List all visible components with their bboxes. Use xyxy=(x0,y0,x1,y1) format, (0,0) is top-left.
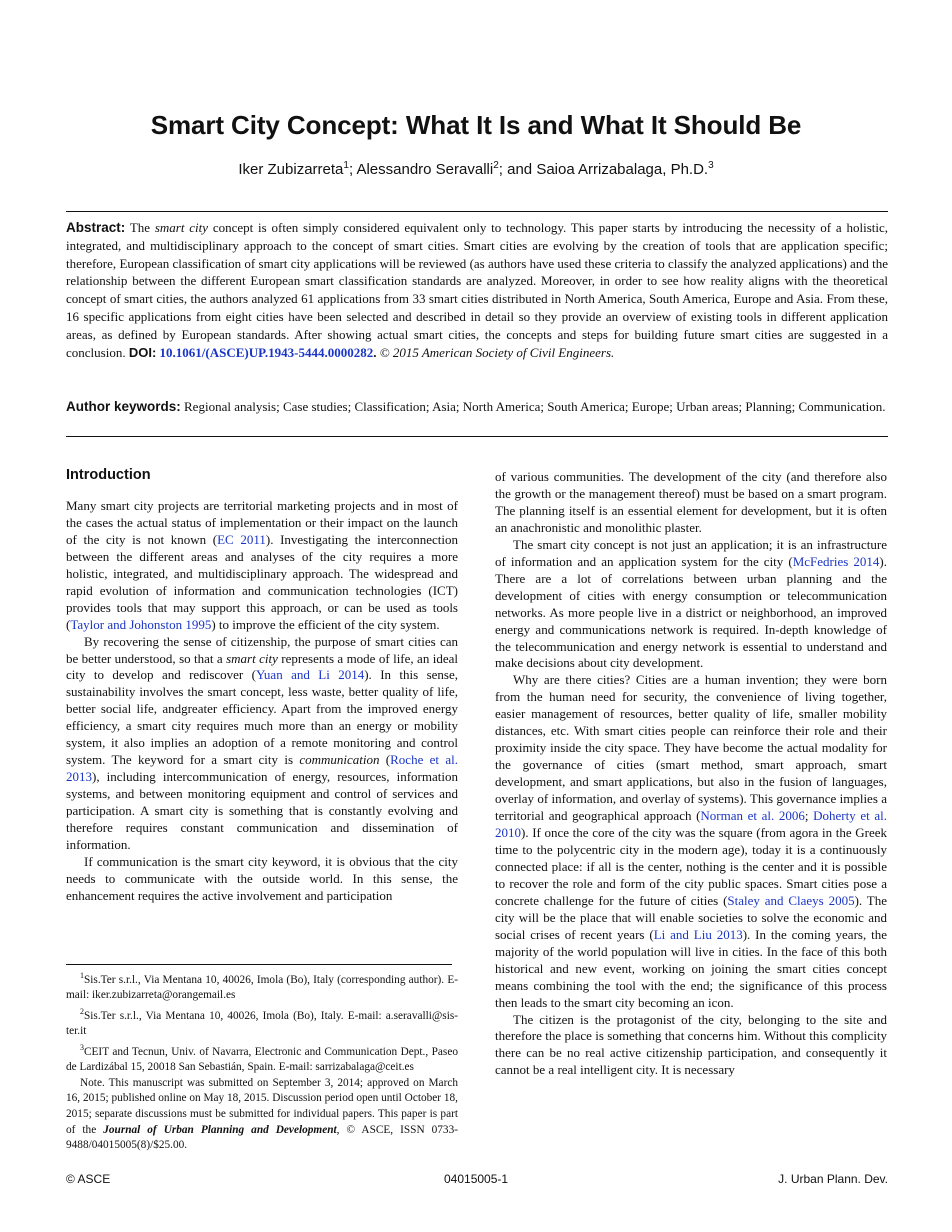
citation-link[interactable]: Roche et al. 2013 xyxy=(66,752,458,785)
citation-link[interactable]: Staley and Claeys 2005 xyxy=(727,892,855,908)
footnote-2: $^2$Sis.Ter s.r.l., Via Mentana 10, 40026, Imola (Bo), Italy. E-mail: a.seravalli@sis-ter.it xyxy=(66,1006,458,1038)
paragraph: Why are there cities? Cities are a human invention; they were born from the human need for security, the convenience of living together, easier management of resources, better quality of life, smaller mobility distances, etc. With smart cities people can reinforce their role and their proximity inside the city space. They have become the actual modality for the governance of cities (smart method, smart approach, smart development, and smart applications, but also in the fusion of languages, overlay of information, and overlay of systems). This governance implies a territorial and geographical approach (Norman et al. 2006; Doherty et al. 2010). If once the core of the city was the square (from agora in the Greek time to the polycentric city in the modern age), today it is a continuously connected place: if all is the center, nothing is the center and it is possible to recover the role and form of the city public spaces. Smart cities pose a concrete challenge for the future of cities (Staley and Claeys 2005). The city will be the place that will enable societies to solve the economic and social crises of recent years (Li and Liu 2013). In the coming years, the majority of the world population will live in cities. In the face of this both historical and new event, working on joining the smart cities concept means combining the tool with the end; the significance of this process then leads to the smart city becoming an icon. xyxy=(495,672,887,1010)
manuscript-note: Note. This manuscript was submitted on September 3, 2014; approved on March 16, 2015; published online on May 18, 2015. Discussion period open until October 18, 2015; separate discussions must be submitted for individual papers. This paper is part of the Journal of Urban Planning and Development, © ASCE, ISSN 0733-9488/04015005(8)/$25.00. xyxy=(66,1076,458,1152)
citation-link[interactable]: Doherty et al. 2010 xyxy=(495,808,887,841)
paragraph: If communication is the smart city keyword, it is obvious that the city needs to communicate with the outside world. In this sense, the enhancement requires the active involvement and participation xyxy=(66,853,458,903)
abstract-label: Abstract: xyxy=(66,220,126,235)
author-separator: ; xyxy=(348,161,357,178)
citation-link[interactable]: Yuan and Li 2014 xyxy=(255,667,365,683)
citation-link[interactable]: Norman et al. 2006 xyxy=(700,808,805,824)
paragraph: of various communities. The development of the city (and therefore also the growth or the management thereof) must be based on a smart program. The planning itself is an essential element for development, but it is often an anachronistic and monolithic plaster. xyxy=(495,469,887,535)
author-keywords xyxy=(66,398,888,416)
abstract-top-rule xyxy=(66,211,888,212)
author-separator: ; and xyxy=(498,161,537,178)
abstract xyxy=(66,219,888,361)
left-column xyxy=(66,467,458,905)
paragraph: By recovering the sense of citizenship, the purpose of smart cities can be better understood, so that a smart city represents a mode of life, an ideal city to develop and rediscover (Yuan and Li 2014). In this sense, sustainability involves the smart concept, less waste, better quality of life, better social life, andgreater efficiency. Apart from the improved energy efficiency, a smart city requires much more than an energy or mobility system, it also implies an adoption of a remote monitoring and control system. The keyword for a smart city is communication (Roche et al. 2013), including intercommunication of energy, resources, information systems, and between monitoring equipment and control of services and participation. A smart city is something that is constantly evolving and therefore requires constant communication and dissemination of information. xyxy=(66,633,459,853)
doi-end: . xyxy=(373,344,377,360)
keywords-text: Regional analysis; Case studies; Classification; Asia; North America; South America; Europe; Urban areas; Planning; Communication. xyxy=(180,399,886,414)
doi-label: DOI: xyxy=(128,344,157,360)
citation-link[interactable]: Li and Liu 2013 xyxy=(653,926,743,942)
author-3: Saioa Arrizabalaga, Ph.D. xyxy=(536,161,709,178)
footnote-1: $^1$Sis.Ter s.r.l., Via Mentana 10, 40026, Imola (Bo), Italy (corresponding author). E-mail: iker.zubizarreta@orangemail.es xyxy=(66,971,458,1002)
keywords-label: Author keywords: xyxy=(66,399,181,414)
citation-link[interactable]: Taylor and Johonston 1995 xyxy=(70,616,212,632)
author-1: Iker Zubizarreta xyxy=(238,161,344,178)
paragraph: The citizen is the protagonist of the city, belonging to the site and therefore the place is something that concerns him. Without this complicity there can be no real active citizenship participation, and consequently it cannot be a real intelligent city. It is necessary xyxy=(495,1011,887,1078)
footnotes xyxy=(66,968,458,1154)
author-line xyxy=(0,160,952,178)
copyright: © 2015 American Society of Civil Engineers. xyxy=(376,344,615,360)
paper-title: Smart City Concept: What It Is and What It Should Be xyxy=(150,110,802,140)
paragraph: The smart city concept is not just an application; it is an infrastructure of information and an application system for the city (McFedries 2014). There are a lot of correlations between urban planning and the development of cities with energy consumption or telecommunication networks. As more people live in a district or neighborhood, an improved energy and communications network is required. In-depth knowledge of the telecommunication and energy network is essential to understand and make decisions about city development. xyxy=(495,536,887,671)
citation-link[interactable]: McFedries 2014 xyxy=(792,553,880,569)
doi-link[interactable]: 10.1061/(ASCE)UP.1943-5444.0000282 xyxy=(159,344,374,360)
abstract-text: concept is often simply considered equivalent only to technology. This paper starts by introducing the necessity of a holistic, integrated, and multidisciplinary approach to the concept of smart cities. Smart cities are evolving by the creation of tools that are application specific; therefore, European classification of smart city applications will be reviewed (as authors have used these criteria to classify the analyzed applications) and the relationship between the different European smart classification standards are analyzed. Moreover, in order to see how reality aligns with the theoretical concept of smart cities, the authors analyzed 61 applications from 33 smart cities distributed in North America, South America, Europe and Asia. From these, 16 specific applications from eight cities have been selected and described in detail so they provide an overview of existing tools in different application areas, as defined by European standards. After showing actual smart cities, the concepts and steps for building future smart cities are suggested in a conclusion. xyxy=(66,220,888,360)
author-2: Alessandro Seravalli xyxy=(356,161,494,178)
author-1-affil: 1 xyxy=(343,160,349,171)
footnote-3: $^3$CEIT and Tecnun, Univ. of Navarra, Electronic and Communication Dept., Paseo de Lardizábal 15, 20018 San Sebastián, Spain. E-mail: sarrizabalaga@ceit.es xyxy=(66,1042,458,1074)
author-3-affil: 3 xyxy=(708,160,714,171)
footer-journal: J. Urban Plann. Dev. xyxy=(778,1172,888,1186)
footnote-rule xyxy=(66,964,452,965)
abstract-term: smart city xyxy=(154,220,209,235)
citation-link[interactable]: EC 2011 xyxy=(217,531,266,547)
footer-page-id: 04015005-1 xyxy=(444,1172,509,1186)
author-2-affil: 2 xyxy=(493,160,499,171)
right-column xyxy=(495,469,887,1079)
keywords-bottom-rule xyxy=(66,436,888,437)
abstract-text: The xyxy=(125,220,155,235)
footer-copyright: © ASCE xyxy=(66,1172,111,1186)
section-heading-introduction: Introduction xyxy=(66,467,151,483)
paragraph: Many smart city projects are territorial marketing projects and in most of the cases the actual status of implementation or their impact on the launch of the city is not known (EC 2011). Investigating the interconnection between the different areas and analyses of the city requires a more holistic, integrated, and multidisciplinary approach. The widespread and rapid evolution of information and communication technologies (ICT) provides tools that may support this approach, or can be used as tools (Taylor and Johonston 1995) to improve the efficient of the city system. xyxy=(66,497,458,632)
